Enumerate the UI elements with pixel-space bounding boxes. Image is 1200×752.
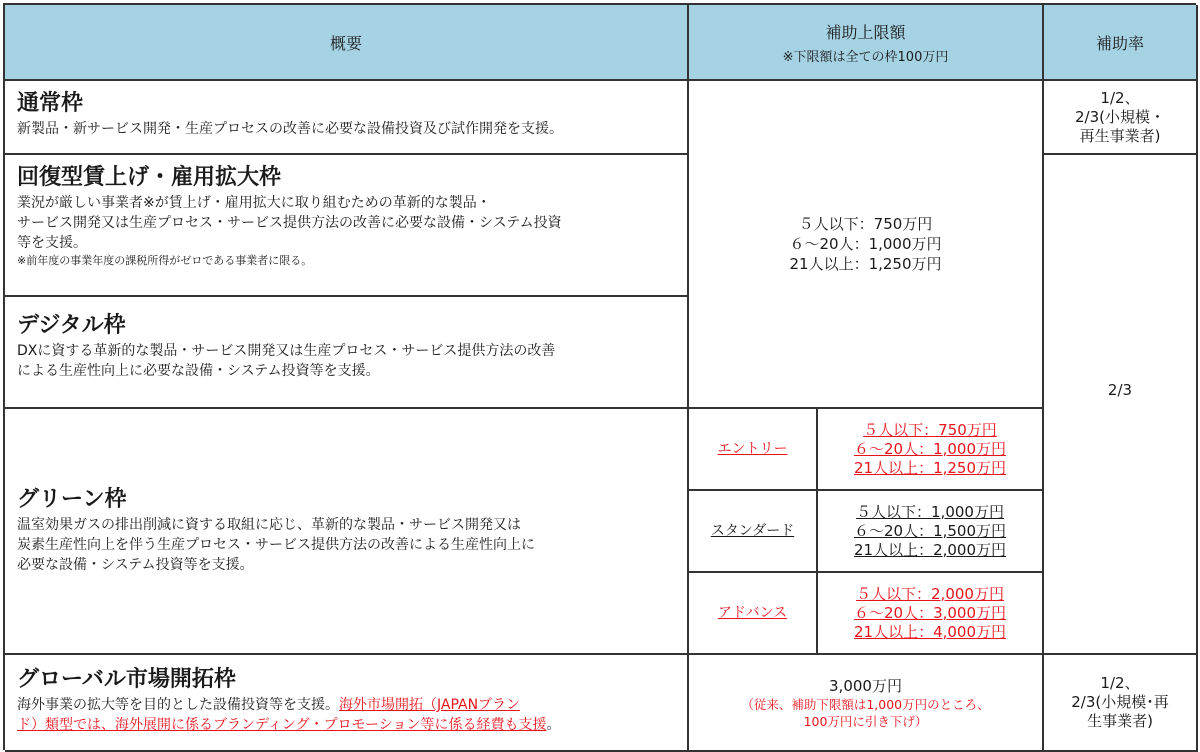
tier-advance-label: アドバンス bbox=[717, 605, 788, 621]
tier-advance-amount: 21人以上：4,000万円 bbox=[853, 622, 1007, 641]
global-limit-cell bbox=[689, 655, 1044, 752]
rate-normal-cell bbox=[1044, 81, 1198, 155]
row-global-desc-highlight: 海外市場開拓（JAPANブラン bbox=[339, 697, 521, 713]
rate-normal-line: 2/3(小規模・ bbox=[1075, 107, 1165, 126]
row-normal-title: 通常枠 bbox=[17, 91, 84, 116]
tier-entry-amounts bbox=[818, 409, 1044, 491]
row-digital-desc: DXに資する革新的な製品・サービス開発又は生産プロセス・サービス提供方法の改善 bbox=[17, 343, 556, 359]
header-limit-label: 補助上限額 bbox=[825, 22, 906, 42]
global-limit-note: 100万円に引き下げ） bbox=[803, 713, 928, 729]
rate-normal-line: 再生事業者) bbox=[1079, 126, 1161, 145]
shared-limit-line: 21人以上：1,250万円 bbox=[789, 255, 942, 273]
header-limit-note: ※下限額は全ての枠100万円 bbox=[782, 49, 949, 65]
header-rate bbox=[1044, 5, 1198, 81]
global-limit-note: （従来、補助下限額は1,000万円のところ、 bbox=[741, 696, 990, 712]
row-green-desc: 炭素生産性向上を伴う生産プロセス・サービス提供方法の改善による生産性向上に bbox=[17, 537, 535, 553]
tier-entry-amount: ６～20人：1,000万円 bbox=[853, 439, 1007, 458]
rate-global-line: 1/2、 bbox=[1100, 674, 1140, 692]
header-overview-label: 概要 bbox=[329, 33, 362, 53]
tier-advance-amounts bbox=[818, 573, 1044, 655]
subsidy-table bbox=[3, 3, 1196, 750]
rate-global-line: 生事業者) bbox=[1087, 712, 1153, 730]
row-global-title: グローバル市場開拓枠 bbox=[17, 667, 236, 692]
header-limit bbox=[689, 5, 1044, 81]
row-global-desc-end: 。 bbox=[546, 717, 561, 733]
tier-entry-amount: 21人以上：1,250万円 bbox=[853, 458, 1007, 477]
row-normal-desc: 新製品・新サービス開発・生産プロセスの改善に必要な設備投資及び試作開発を支援。 bbox=[17, 121, 563, 137]
tier-advance-amount: ６～20人：3,000万円 bbox=[853, 603, 1007, 622]
row-recovery-note: ※前年度の事業年度の課税所得がゼロである事業者に限る。 bbox=[17, 254, 313, 267]
row-recovery-overview bbox=[5, 155, 689, 297]
row-recovery-desc: サービス開発又は生産プロセス・サービス提供方法の改善に必要な設備・システム投資 bbox=[17, 215, 562, 231]
row-recovery-desc: 等を支援。 bbox=[17, 235, 87, 251]
tier-advance-amount: ５人以下：2,000万円 bbox=[856, 584, 1004, 603]
row-normal-overview bbox=[5, 81, 689, 155]
global-limit-amount: 3,000万円 bbox=[829, 676, 902, 695]
tier-advance-name bbox=[689, 573, 818, 655]
tier-standard-amount: ５人以下：1,000万円 bbox=[856, 502, 1004, 521]
tier-standard-amount: ６～20人：1,500万円 bbox=[853, 521, 1007, 540]
row-green-title: グリーン枠 bbox=[17, 487, 127, 512]
row-green-overview bbox=[5, 409, 689, 655]
row-digital-desc: による生産性向上に必要な設備・システム投資等を支援。 bbox=[17, 363, 380, 379]
rate-global-line: 2/3(小規模･再 bbox=[1071, 693, 1169, 711]
shared-limit-line: ６～20人：1,000万円 bbox=[789, 235, 942, 253]
tier-standard-name bbox=[689, 491, 818, 573]
row-global-desc-highlight: ド）類型では、海外展開に係るブランディング・プロモーション等に係る経費も支援 bbox=[17, 717, 547, 733]
tier-standard-label: スタンダード bbox=[710, 523, 795, 539]
row-digital-overview bbox=[5, 297, 689, 409]
tier-standard-amount: 21人以上：2,000万円 bbox=[853, 540, 1007, 559]
rate-global-cell bbox=[1044, 655, 1198, 752]
tier-entry-label: エントリー bbox=[717, 441, 788, 457]
shared-limit-line: ５人以下：750万円 bbox=[798, 215, 933, 233]
row-recovery-desc: 業況が厳しい事業者※が賃上げ・雇用拡大に取り組むための革新的な製品・ bbox=[17, 195, 491, 211]
rate-middle-value: 2/3 bbox=[1107, 381, 1133, 399]
tier-entry-amount: ５人以下：750万円 bbox=[863, 420, 997, 439]
rate-middle-cell bbox=[1044, 155, 1198, 655]
row-green-desc: 温室効果ガスの排出削減に資する取組に応じ、革新的な製品・サービス開発又は bbox=[17, 517, 521, 533]
tier-standard-amounts bbox=[818, 491, 1044, 573]
row-digital-title: デジタル枠 bbox=[17, 313, 126, 338]
tier-entry-name bbox=[689, 409, 818, 491]
row-global-desc: 海外事業の拡大等を目的とした設備投資等を支援。 bbox=[17, 697, 339, 713]
rate-normal-line: 1/2、 bbox=[1100, 88, 1140, 107]
shared-limit-cell bbox=[689, 81, 1044, 409]
row-recovery-title: 回復型賃上げ・雇用拡大枠 bbox=[17, 165, 282, 190]
header-overview bbox=[5, 5, 689, 81]
header-rate-label: 補助率 bbox=[1095, 33, 1144, 53]
row-global-overview bbox=[5, 655, 689, 752]
row-green-desc: 必要な設備・システム投資等を支援。 bbox=[17, 557, 254, 573]
